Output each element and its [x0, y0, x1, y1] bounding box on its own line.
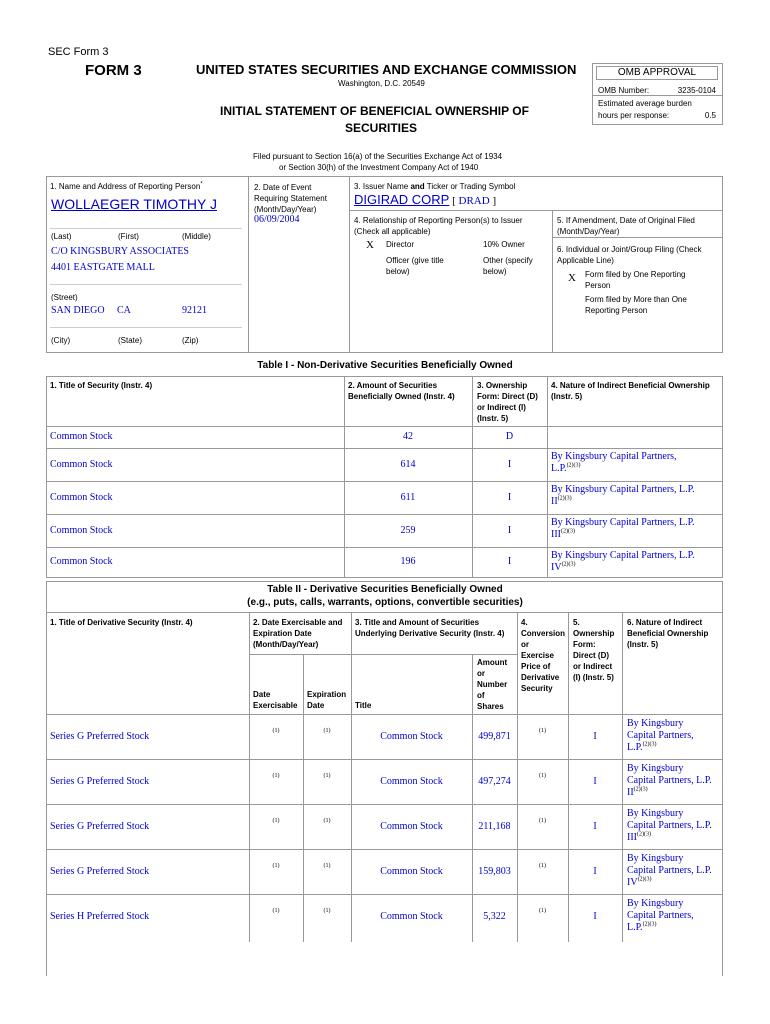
nature-line3: $III^{(2)(3)}$: [627, 831, 651, 843]
table2-cell-price: (1): [539, 907, 546, 914]
col-divider-2: [349, 176, 350, 352]
last-label: (Last): [51, 232, 72, 241]
director-label: Director: [386, 240, 415, 249]
table2-cell-exercisable: (1): [272, 907, 280, 914]
omb-approval-box: [592, 63, 723, 125]
table2-header-nature: 6. Nature of Indirect Beneficial Ownership (Instr. 5): [627, 618, 709, 649]
nature-line3: L.P.$^{(2)(3)}$: [627, 921, 657, 933]
box1-label: 1. Name and Address of Reporting Person*: [50, 181, 203, 191]
table2-cell-underlying: Common Stock: [380, 730, 443, 742]
nature-line1: By Kingsbury Capital Partners, L.P.: [551, 550, 695, 561]
table2-cell-expiration: (1): [323, 817, 331, 824]
table1-cell-amount: 196: [400, 556, 416, 567]
table1-header-top: [46, 376, 723, 377]
ticker-symbol: DRAD: [458, 195, 490, 207]
table2-top: [46, 581, 723, 582]
table1-cell-form: I: [507, 458, 512, 470]
filed-pursuant-line1: Filed pursuant to Section 16(a) of the Securities Exchange Act of 1934: [253, 152, 503, 161]
nature-line3: L.P.$^{(2)(3)}$: [627, 741, 657, 753]
one-person-checkmark: X: [568, 272, 576, 284]
event-date: 06/09/2004: [254, 214, 300, 225]
table1-cell-nature: [551, 517, 719, 541]
box4-label: 4. Relationship of Reporting Person(s) to Issuer (Check all applicable): [354, 216, 523, 236]
nature-line2: Capital Partners, L.P.: [627, 775, 712, 786]
table1-cell-amount: 614: [400, 458, 416, 470]
table2-cell-exercisable: (1): [272, 862, 280, 869]
street-label: (Street): [51, 293, 78, 302]
top-section-bottom: [46, 352, 723, 353]
box3-bottom: [349, 210, 723, 211]
table2-cell-price: (1): [539, 862, 546, 869]
table1-title: Table I - Non-Derivative Securities Beneficially Owned: [257, 360, 513, 371]
city-label: (City): [51, 336, 71, 345]
table2-header-underlying: 3. Title and Amount of Securities Underlying Derivative Security (Instr. 4): [355, 618, 505, 638]
nature-line2: Capital Partners,: [627, 910, 694, 921]
zip-label: (Zip): [182, 336, 199, 345]
left-border: [46, 176, 47, 352]
nature-line2: Capital Partners, L.P.: [627, 820, 712, 831]
form-title: FORM 3: [85, 62, 142, 79]
nature-line2: Capital Partners,: [627, 730, 694, 741]
address-line1: C/O KINGSBURY ASSOCIATES: [51, 246, 189, 257]
issuer-name: DIGIRAD CORP [ DRAD ]: [354, 192, 497, 207]
commission-location: Washington, D.C. 20549: [338, 79, 425, 88]
table2-header-ownership: 5. Ownership Form: Direct (D) or Indirect (I) (Instr. 5): [573, 618, 615, 682]
table2-header-underlying-title: Title: [355, 701, 372, 710]
omb-divider: [593, 95, 722, 96]
table2-cell-form: I: [593, 910, 597, 922]
table2-cell-expiration: (1): [323, 772, 331, 779]
officer-label: Officer (give title below): [386, 256, 444, 276]
box3-label: 3. Issuer Name and Ticker or Trading Symbol: [354, 182, 516, 191]
filed-pursuant-line2: or Section 30(h) of the Investment Company Act of 1940: [279, 163, 479, 172]
table2-cell-expiration: (1): [323, 727, 331, 734]
table2-cell-underlying: Common Stock: [380, 820, 443, 832]
nature-line1: By Kingsbury: [627, 763, 684, 774]
first-label: (First): [118, 232, 139, 241]
middle-label: (Middle): [182, 232, 211, 241]
table2-cell-underlying: Common Stock: [380, 910, 443, 922]
table1-cell-amount: 259: [400, 524, 416, 536]
table2-cell-title: Series H Preferred Stock: [50, 910, 150, 922]
state-value: CA: [117, 305, 131, 316]
table2-cell-nature: [627, 898, 721, 934]
statement-title-line1: INITIAL STATEMENT OF BENEFICIAL OWNERSHIP OF: [220, 104, 529, 118]
table2-cell-form: I: [593, 820, 597, 832]
table2-header-conversion: 4. Conversion or Exercise Price of Derivative Security: [521, 618, 566, 693]
ten-pct-owner-label: 10% Owner: [483, 240, 525, 249]
col-divider-3: [552, 210, 553, 352]
nature-line1: By Kingsbury: [627, 808, 684, 819]
more-person-label: Form filed by More than One Reporting Person: [585, 295, 687, 315]
commission-title: UNITED STATES SECURITIES AND EXCHANGE COMMISSION: [196, 62, 577, 77]
table2-cell-nature: [627, 808, 721, 844]
table1-bottom: [46, 577, 723, 578]
table2-cell-title: Series G Preferred Stock: [50, 775, 150, 787]
nature-line2: $IV^{(2)(3)}$: [551, 561, 576, 573]
city-value: SAN DIEGO: [51, 305, 105, 316]
table2-cell-shares: 499,871: [478, 730, 511, 742]
table2-title-line2: (e.g., puts, calls, warrants, options, convertible securities): [247, 597, 523, 608]
table2-cell-title: Series G Preferred Stock: [50, 820, 150, 832]
table1-cell-amount: 42: [403, 430, 413, 442]
table2-header-title: 1. Title of Derivative Security (Instr. 4): [50, 618, 193, 627]
nature-line2: $II^{(2)(3)}$: [551, 495, 572, 507]
table2-cell-form: I: [593, 865, 597, 877]
table2-cell-shares: 5,322: [483, 910, 506, 922]
zip-value: 92121: [182, 305, 207, 316]
table2-cell-nature: [627, 763, 721, 799]
table1-cell-amount: 611: [400, 491, 416, 503]
nature-line1: By Kingsbury: [627, 718, 684, 729]
table2-cell-nature: [627, 853, 721, 889]
table2-cell-form: I: [593, 730, 597, 742]
name-line: [50, 228, 242, 229]
nature-line1: By Kingsbury Capital Partners,: [551, 451, 677, 462]
top-border: [46, 176, 723, 177]
nature-line2: Capital Partners, L.P.: [627, 865, 712, 876]
table2-header-shares: Amount or Number of Shares: [477, 658, 508, 711]
nature-line1: By Kingsbury Capital Partners, L.P.: [551, 517, 695, 528]
table1-cell-title: Common Stock: [50, 458, 113, 470]
table2-subheader-line: [249, 654, 517, 655]
table1-cell-form: I: [507, 556, 512, 567]
table1-cell-nature: [551, 451, 719, 475]
table2-cell-form: I: [593, 775, 597, 787]
table1-cell-title: Common Stock: [50, 524, 113, 536]
table1-cell-title: Common Stock: [50, 430, 113, 442]
table2-cell-exercisable: (1): [272, 772, 280, 779]
sec-form-label: SEC Form 3: [48, 46, 109, 58]
table2-header-date-exercisable: Date Exercisable: [253, 690, 298, 710]
statement-title-line2: SECURITIES: [345, 121, 418, 135]
omb-title: OMB APPROVAL: [596, 66, 718, 80]
table2-cell-underlying: Common Stock: [380, 865, 443, 877]
address-line2: 4401 EASTGATE MALL: [51, 262, 155, 273]
omb-hours-value: 0.5: [704, 111, 716, 120]
nature-line2: $III^{(2)(3)}$: [551, 528, 575, 540]
box5-bottom: [552, 237, 723, 238]
state-label: (State): [118, 336, 143, 345]
table2-cell-price: (1): [539, 772, 546, 779]
table2-cell-shares: 159,803: [478, 865, 511, 877]
table2-cell-underlying: Common Stock: [380, 775, 443, 787]
table2-cell-title: Series G Preferred Stock: [50, 730, 150, 742]
box6-label: 6. Individual or Joint/Group Filing (Check Applicable Line): [557, 245, 702, 265]
omb-burden-label: Estimated average burden: [598, 99, 692, 108]
omb-number-value: 3235-0104: [677, 86, 716, 95]
table2-cell-shares: 497,274: [478, 775, 511, 787]
table2-cell-nature: [627, 718, 721, 754]
table1-cell-form: I: [507, 524, 512, 536]
box2-label: 2. Date of Event Requiring Statement (Month/Day/Year): [254, 183, 327, 214]
table2-cell-exercisable: (1): [272, 727, 280, 734]
omb-hours-label: hours per response:: [598, 111, 670, 120]
table1-cell-nature: [551, 484, 719, 508]
table1-header-ownership: 3. Ownership Form: Direct (D) or Indirect (I) (Instr. 5): [477, 381, 538, 423]
table2-cell-price: (1): [539, 727, 546, 734]
box5-label: 5. If Amendment, Date of Original Filed (Month/Day/Year): [557, 216, 695, 236]
city-line: [50, 327, 242, 328]
table1-header-amount: 2. Amount of Securities Beneficially Owned (Instr. 4): [348, 381, 455, 401]
omb-number-label: OMB Number:: [598, 86, 650, 95]
nature-line3: $II^{(2)(3)}$: [627, 786, 648, 798]
one-person-label: Form filed by One Reporting Person: [585, 270, 686, 290]
address-line: [50, 284, 242, 285]
nature-line1: By Kingsbury: [627, 853, 684, 864]
table1-cell-title: Common Stock: [50, 556, 113, 567]
issuer-name-link[interactable]: DIGIRAD CORP: [354, 192, 450, 207]
table1-header-title: 1. Title of Security (Instr. 4): [50, 381, 153, 390]
table2-title-line1: Table II - Derivative Securities Beneficially Owned: [267, 584, 503, 595]
nature-line2: L.P.$^{(2)(3)}$: [551, 462, 581, 474]
table2-cell-shares: 211,168: [478, 820, 511, 832]
table2-cell-price: (1): [539, 817, 546, 824]
table2-header-dates: 2. Date Exercisable and Expiration Date (Month/Day/Year): [253, 618, 343, 649]
right-border: [722, 176, 723, 352]
table2-cell-exercisable: (1): [272, 817, 280, 824]
director-checkmark: X: [366, 239, 374, 251]
nature-line1: By Kingsbury Capital Partners, L.P.: [551, 484, 695, 495]
table2-cell-expiration: (1): [323, 907, 331, 914]
table1-header-nature: 4. Nature of Indirect Beneficial Ownership (Instr. 5): [551, 381, 710, 401]
reporting-person-name-link[interactable]: WOLLAEGER TIMOTHY J: [51, 196, 217, 212]
table1-cell-form: D: [505, 430, 514, 442]
table1-cell-nature: [551, 550, 719, 574]
nature-line1: By Kingsbury: [627, 898, 684, 909]
table1-cell-title: Common Stock: [50, 491, 113, 503]
table2-cell-expiration: (1): [323, 862, 331, 869]
other-label: Other (specify below): [483, 256, 533, 276]
table2-header-expiration: Expiration Date: [307, 690, 347, 710]
table2-cell-title: Series G Preferred Stock: [50, 865, 150, 877]
col-divider-1: [248, 176, 249, 352]
nature-line3: $IV^{(2)(3)}$: [627, 876, 652, 888]
table1-cell-form: I: [507, 491, 512, 503]
